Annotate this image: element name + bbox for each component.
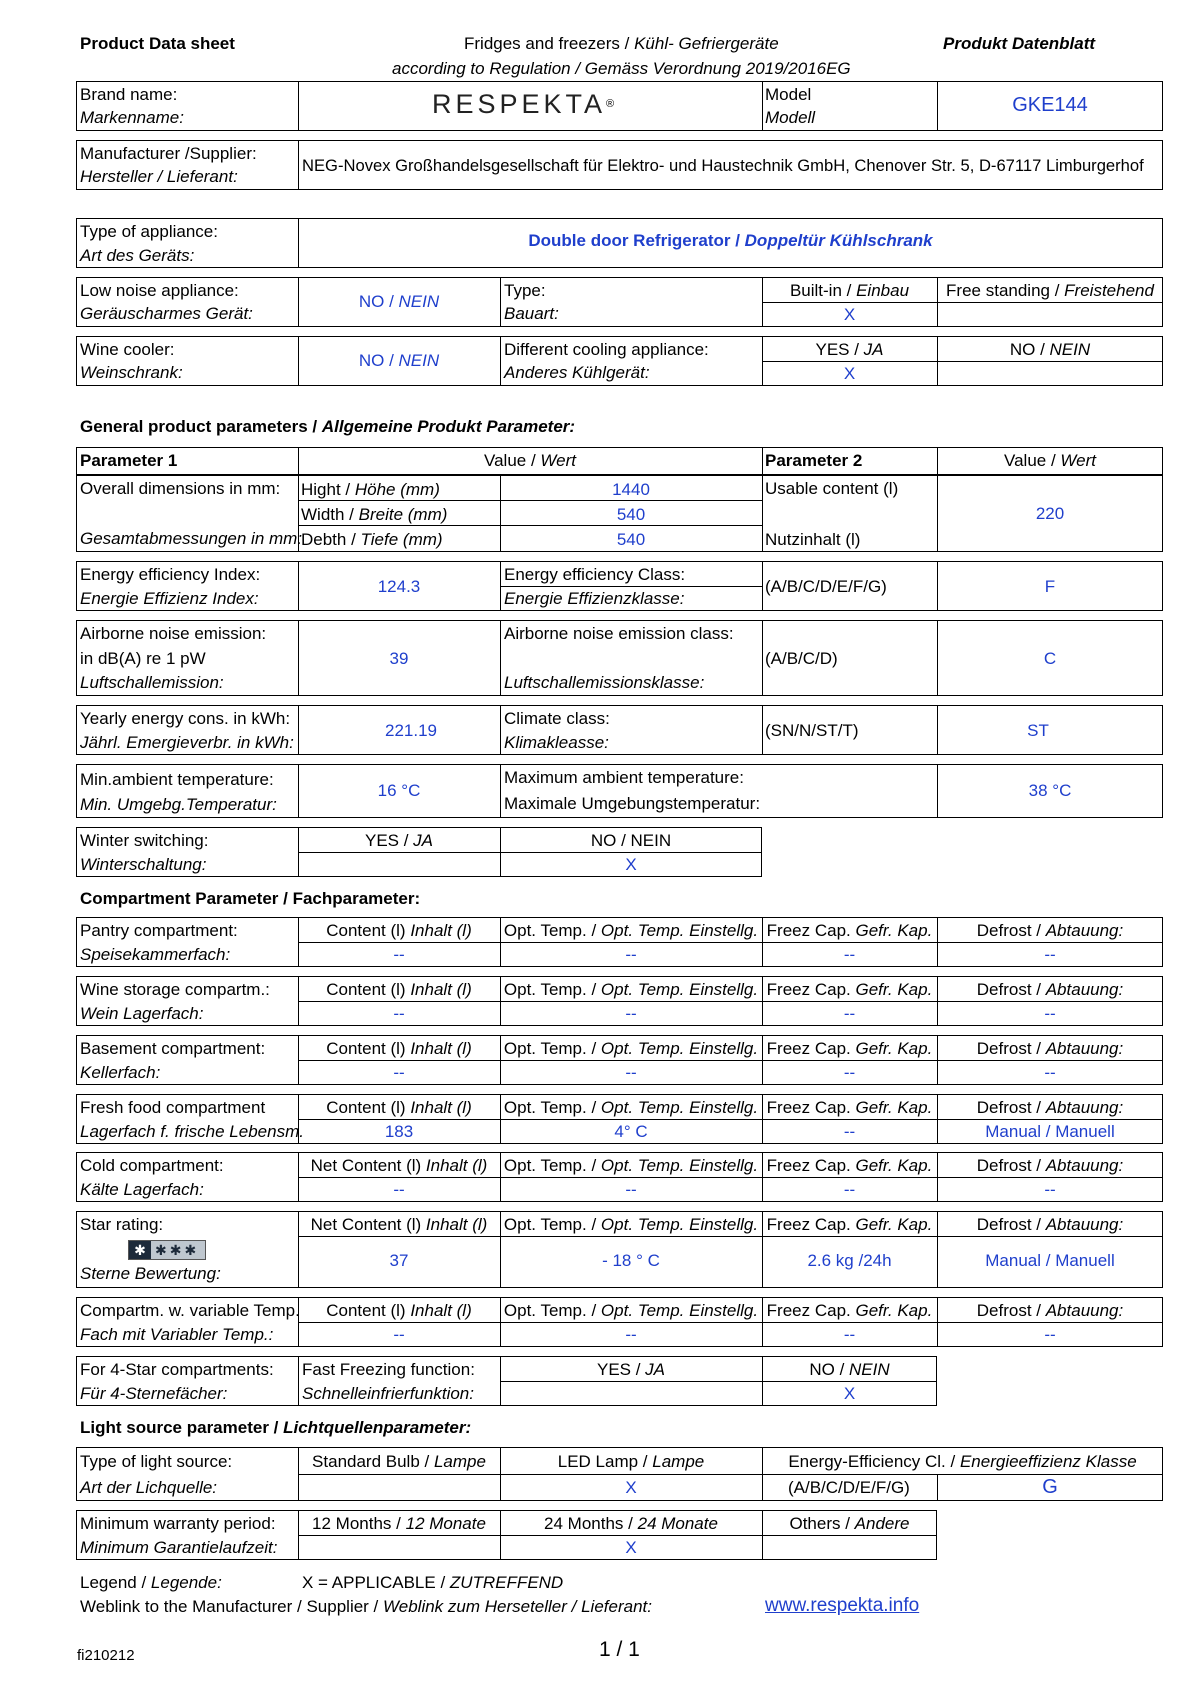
led-mark: X (625, 1478, 637, 1497)
variable-freez-header: Freez Cap. Gefr. Kap. (766, 1301, 933, 1320)
compartment-title: Compartment Parameter / Fachparameter: (80, 889, 421, 908)
winter-no-label: NO / NEIN (590, 831, 672, 850)
freestanding-label: Free standing / Freistehend (946, 281, 1154, 300)
type-label-de: Bauart: (504, 304, 559, 323)
brand-label-de: Markenname: (80, 108, 184, 127)
min-ambient-value: 16 °C (377, 781, 421, 800)
header-part: Inhalt (l) (425, 1156, 488, 1175)
fast-yes-label: YES / JA (596, 1360, 666, 1379)
compartment-label-de: Kellerfach: (80, 1063, 161, 1082)
header-part: Opt. Temp. Einstellg. (600, 980, 759, 999)
fast-freezing-label: Fast Freezing function: (302, 1360, 475, 1379)
footer-code: fi210212 (77, 1647, 135, 1664)
defrost-header (937, 919, 1163, 943)
header-right: Produkt Datenblatt (943, 34, 1096, 53)
fast-no-label: NO / NEIN (809, 1360, 890, 1379)
header-part: Content (l) (326, 1098, 411, 1117)
max-ambient-label: Maximum ambient temperature: (504, 768, 744, 787)
height-label: Hight / Höhe (mm) (301, 480, 440, 499)
brand-logo: RESPEKTA® (432, 89, 615, 119)
content-value: 183 (384, 1122, 414, 1141)
header-part: Freez Cap. (766, 1156, 856, 1175)
value-header: Value / Wert (484, 451, 576, 470)
noise-label: Airborne noise emission: (80, 624, 267, 643)
bulb-label: Standard Bulb / Lampe (312, 1452, 486, 1471)
defrost-header (937, 1154, 1163, 1178)
compartment-label: Fresh food compartment (80, 1098, 266, 1117)
defrost-value: -- (1044, 1180, 1056, 1199)
manufacturer-label-de: Hersteller / Lieferant: (80, 167, 238, 186)
compartment-label: Pantry compartment: (80, 921, 238, 940)
usable-value: 220 (1035, 504, 1065, 523)
header-part: Abtauung: (1045, 1098, 1124, 1117)
noise-unit-label: in dB(A) re 1 pW (80, 649, 206, 668)
content-value: -- (393, 1004, 405, 1023)
dimensions-label: Overall dimensions in mm: (80, 479, 281, 498)
star-temp-header: Opt. Temp. / Opt. Temp. Einstellg. (503, 1215, 759, 1234)
manufacturer-value: NEG-Novex Großhandelsgesellschaft für Elektro- und Haustechnik GmbH, Chenover Str. 5, D-67117 Limburgerhof (302, 156, 1144, 175)
temp-header (500, 1096, 762, 1120)
header-part: Content (l) (326, 1039, 411, 1058)
star-content-value: 37 (389, 1251, 409, 1270)
wine-label: Wine cooler: (80, 340, 175, 359)
general-params-title: General product parameters / Allgemeine Produkt Parameter: (80, 417, 576, 436)
climate-scale: (SN/N/ST/T) (765, 721, 859, 740)
header-part: Defrost / (976, 1098, 1046, 1117)
wine-value: NO / NEIN (358, 351, 440, 370)
defrost-header (937, 978, 1163, 1002)
header-part: Opt. Temp. / (503, 1039, 601, 1058)
defrost-header (937, 1096, 1163, 1120)
depth-label: Debth / Tiefe (mm) (301, 530, 443, 549)
variable-temp-header: Opt. Temp. / Opt. Temp. Einstellg. (503, 1301, 759, 1320)
header-part: Inhalt (l) (410, 921, 472, 940)
freez-value: -- (843, 1063, 856, 1082)
freez-header (762, 919, 937, 943)
noise-class-label-de: Luftschallemissionsklasse: (504, 673, 705, 692)
compartment-label-de: Speisekammerfach: (80, 945, 231, 964)
header-part: Content (l) (326, 980, 411, 999)
temp-value: -- (625, 1063, 637, 1082)
energy-class-scale: (A/B/C/D/E/F/G) (765, 577, 887, 596)
warranty-label-de: Minimum Garantielaufzeit: (80, 1538, 278, 1557)
header-part: Inhalt (l) (410, 980, 472, 999)
variable-freez-value: -- (843, 1325, 856, 1344)
diff-cooling-label-de: Anderes Kühlgerät: (504, 363, 650, 382)
defrost-value: Manual / Manuell (985, 1122, 1115, 1141)
defrost-value: -- (1044, 945, 1056, 964)
compartment-label-de: Wein Lagerfach: (80, 1004, 204, 1023)
yearly-label: Yearly energy cons. in kWh: (80, 709, 291, 728)
content-header (298, 978, 500, 1002)
winter-no-mark: X (625, 855, 637, 874)
defrost-value: -- (1044, 1004, 1056, 1023)
variable-defrost-value: -- (1044, 1325, 1056, 1344)
light-eff-class: G (1042, 1476, 1058, 1498)
dimensions-label-de: Gesamtabmessungen in mm: (80, 529, 303, 548)
header-part: Opt. Temp. Einstellg. (600, 1156, 759, 1175)
star-content-header: Net Content (l) Inhalt (l) (310, 1215, 488, 1234)
header-part: Gefr. Kap. (855, 1098, 933, 1117)
freez-value: -- (843, 1004, 856, 1023)
noise-class-scale: (A/B/C/D) (765, 649, 838, 668)
header-part: Defrost / (976, 1039, 1046, 1058)
content-value: -- (393, 1180, 405, 1199)
content-header (298, 919, 500, 943)
brand-label: Brand name: (80, 85, 178, 104)
type-label: Type: (504, 281, 546, 300)
header-part: Abtauung: (1045, 1156, 1124, 1175)
header-part: Defrost / (976, 921, 1046, 940)
doc-title: Product Data sheet (80, 34, 235, 53)
variable-label: Compartm. w. variable Temp. (80, 1301, 300, 1320)
usable-label: Usable content (l) (765, 479, 899, 498)
header-part: Gefr. Kap. (855, 921, 933, 940)
header-part: Freez Cap. (766, 1098, 856, 1117)
appliance-label: Type of appliance: (80, 222, 218, 241)
header-regulation: according to Regulation / Gemäss Verordnung 2019/2016EG (392, 59, 851, 78)
model-value: GKE144 (1012, 94, 1088, 116)
eei-label-de: Energie Effizienz Index: (80, 589, 259, 608)
max-ambient-label-de: Maximale Umgebungstemperatur: (504, 794, 761, 813)
header-part: Opt. Temp. / (503, 1156, 601, 1175)
header-part: Gefr. Kap. (855, 1156, 933, 1175)
variable-temp-value: -- (625, 1325, 637, 1344)
winter-label-de: Winterschaltung: (80, 855, 207, 874)
star-freez-value: 2.6 kg /24h (807, 1251, 892, 1270)
star-temp-value: - 18 ° C (602, 1251, 660, 1270)
yearly-value: 221.19 (385, 721, 437, 740)
noise-class-label: Airborne noise emission class: (504, 624, 734, 643)
star-label-de: Sterne Bewertung: (80, 1264, 221, 1283)
header-center-de: Kühl- Gefriergeräte (634, 34, 779, 53)
header-part: Freez Cap. (766, 921, 856, 940)
variable-content-value: -- (393, 1325, 405, 1344)
min-ambient-label: Min.ambient temperature: (80, 770, 274, 789)
freez-header (762, 1096, 937, 1120)
energy-class-value: F (1044, 577, 1056, 596)
header-part: Gefr. Kap. (855, 1039, 933, 1058)
header-part: Opt. Temp. / (503, 921, 601, 940)
wine-label-de: Weinschrank: (80, 363, 183, 382)
weblink-url[interactable]: www.respekta.info (765, 1595, 920, 1616)
header-part: Abtauung: (1045, 1039, 1124, 1058)
variable-label-de: Fach mit Variabler Temp.: (80, 1325, 274, 1344)
min-ambient-label-de: Min. Umgebg.Temperatur: (80, 795, 277, 814)
four-star-label-de: Für 4-Sternefächer: (80, 1384, 228, 1403)
header-part: Opt. Temp. Einstellg. (600, 921, 759, 940)
weblink-label: Weblink to the Manufacturer / Supplier / Weblink zum Herseteller / Lieferant: (80, 1597, 652, 1616)
content-header (298, 1154, 500, 1178)
header-part: Freez Cap. (766, 980, 856, 999)
content-header (298, 1037, 500, 1061)
energy-class-label-de: Energie Effizienzklasse: (504, 589, 685, 608)
temp-header (500, 919, 762, 943)
header-part: Inhalt (l) (410, 1039, 472, 1058)
manufacturer-label: Manufacturer /Supplier: (80, 144, 257, 163)
climate-value: ST (1027, 721, 1049, 740)
content-value: -- (393, 945, 405, 964)
star-label: Star rating: (80, 1215, 164, 1234)
model-label: Model (765, 85, 812, 104)
width-label: Width / Breite (mm) (301, 505, 448, 524)
temp-header (500, 1037, 762, 1061)
freez-value: -- (843, 1180, 856, 1199)
star-defrost-header: Defrost / Abtauung: (976, 1215, 1124, 1234)
fast-freezing-label-de: Schnelleinfrierfunktion: (302, 1384, 474, 1403)
warranty-12-label: 12 Months / 12 Monate (312, 1514, 486, 1533)
freez-value: -- (843, 945, 856, 964)
led-label: LED Lamp / Lampe (557, 1452, 705, 1471)
legend-label: Legend / Legende: (80, 1573, 222, 1592)
defrost-value: -- (1044, 1063, 1056, 1082)
noise-value: 39 (389, 649, 409, 668)
header-center (464, 32, 779, 56)
light-eff-label: Energy-Efficiency Cl. / Energieeffizienz Klasse (788, 1452, 1137, 1471)
light-label: Type of light source: (80, 1452, 233, 1471)
low-noise-label-de: Geräuscharmes Gerät: (80, 304, 253, 323)
four-star-label: For 4-Star compartments: (80, 1360, 274, 1379)
light-eff-scale: (A/B/C/D/E/F/G) (788, 1478, 910, 1497)
builtin-label: Built-in / Einbau (789, 281, 910, 300)
warranty-label: Minimum warranty period: (80, 1514, 276, 1533)
temp-value: 4° C (614, 1122, 648, 1141)
page-number: 1 / 1 (599, 1638, 640, 1661)
freez-value: -- (843, 1122, 856, 1141)
appliance-label-de: Art des Geräts: (80, 246, 195, 265)
temp-value: -- (625, 945, 637, 964)
warranty-24-mark: X (625, 1538, 637, 1557)
header-center-en: Fridges and freezers / (464, 34, 635, 53)
value2-header: Value / Wert (1004, 451, 1096, 470)
compartment-label: Cold compartment: (80, 1156, 224, 1175)
variable-content-header: Content (l) Inhalt (l) (326, 1301, 472, 1320)
star-freez-header: Freez Cap. Gefr. Kap. (766, 1215, 933, 1234)
freez-header (762, 1037, 937, 1061)
header-part: Defrost / (976, 980, 1046, 999)
winter-label: Winter switching: (80, 831, 209, 850)
yearly-label-de: Jährl. Emergieverbr. in kWh: (80, 733, 294, 752)
climate-label: Climate class: (504, 709, 610, 728)
model-label-de: Modell (765, 108, 816, 127)
header-part: Inhalt (l) (410, 1098, 472, 1117)
energy-class-label: Energy efficiency Class: (504, 565, 686, 584)
header-part: Opt. Temp. Einstellg. (600, 1098, 759, 1117)
temp-header (500, 1154, 762, 1178)
height-value: 1440 (612, 480, 650, 499)
star-rating-icon: ✱ ✱✱✱ (128, 1240, 206, 1260)
header-part: Opt. Temp. Einstellg. (600, 1039, 759, 1058)
fast-no-mark: X (843, 1384, 856, 1403)
header-part: Defrost / (976, 1156, 1046, 1175)
header-part: Content (l) (326, 921, 411, 940)
header-part: Opt. Temp. / (503, 980, 601, 999)
header-part: Opt. Temp. / (503, 1098, 601, 1117)
compartment-label: Wine storage compartm.: (80, 980, 270, 999)
header-part: Freez Cap. (766, 1039, 856, 1058)
param1-header: Parameter 1 (80, 451, 178, 470)
defrost-header (937, 1037, 1163, 1061)
temp-header (500, 978, 762, 1002)
light-label-de: Art der Lichquelle: (80, 1478, 218, 1497)
appliance-value: Double door Refrigerator / Doppeltür Kühlschrank (528, 231, 933, 250)
header-part: Net Content (l) (310, 1156, 426, 1175)
max-ambient-value: 38 °C (1028, 781, 1072, 800)
diff-yes-mark: X (843, 364, 856, 383)
noise-label-de: Luftschallemission: (80, 673, 224, 692)
legend-value: X = APPLICABLE / ZUTREFFEND (302, 1573, 564, 1592)
content-header (298, 1096, 500, 1120)
usable-label-de: Nutzinhalt (l) (765, 530, 861, 549)
climate-label-de: Klimakleasse: (504, 733, 609, 752)
freez-header (762, 1154, 937, 1178)
header-part: Abtauung: (1045, 980, 1124, 999)
param2-header: Parameter 2 (765, 451, 863, 470)
temp-value: -- (625, 1004, 637, 1023)
builtin-mark: X (843, 305, 856, 324)
variable-defrost-header: Defrost / Abtauung: (976, 1301, 1124, 1320)
low-noise-value: NO / NEIN (358, 292, 440, 311)
light-title: Light source parameter / Lichtquellenparameter: (80, 1418, 472, 1437)
low-noise-label: Low noise appliance: (80, 281, 239, 300)
compartment-label-de: Lagerfach f. frische Lebensm. (80, 1122, 304, 1141)
header-part: Gefr. Kap. (855, 980, 933, 999)
eei-value: 124.3 (377, 577, 421, 596)
star-defrost-value: Manual / Manuell (985, 1251, 1115, 1270)
content-value: -- (393, 1063, 405, 1082)
freez-header (762, 978, 937, 1002)
winter-yes-label: YES / JA (364, 831, 434, 850)
diff-no-label: NO / NEIN (1009, 340, 1091, 359)
diff-cooling-label: Different cooling appliance: (504, 340, 709, 359)
eei-label: Energy efficiency Index: (80, 565, 261, 584)
compartment-label: Basement compartment: (80, 1039, 266, 1058)
diff-yes-label: YES / JA (815, 340, 884, 359)
compartment-label-de: Kälte Lagerfach: (80, 1180, 204, 1199)
depth-value: 540 (616, 530, 646, 549)
width-value: 540 (616, 505, 646, 524)
temp-value: -- (625, 1180, 637, 1199)
warranty-other-label: Others / Andere (789, 1514, 910, 1533)
noise-class-value: C (1043, 649, 1057, 668)
header-part: Abtauung: (1045, 921, 1124, 940)
warranty-24-label: 24 Months / 24 Monate (544, 1514, 718, 1533)
